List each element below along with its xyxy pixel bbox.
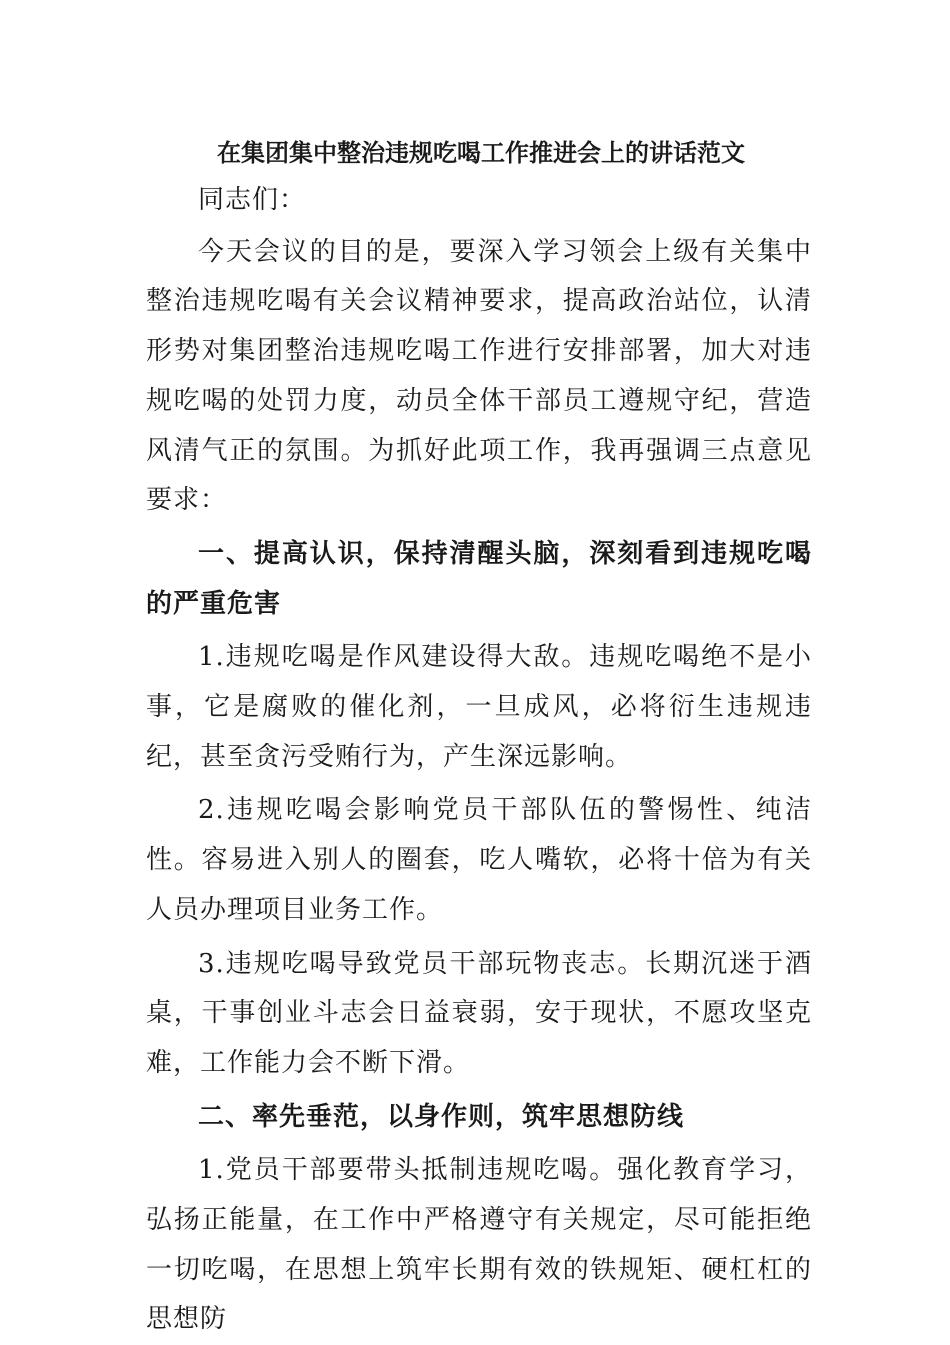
section-2-heading: 二、率先垂范，以身作则，筑牢思想防线	[198, 1101, 685, 1132]
document-title: 在集团集中整治违规吃喝工作推进会上的讲话范文	[217, 138, 745, 167]
section-1-item-3: 3.违规吃喝导致党员干部玩物丧志。长期沉迷于酒桌，干事创业斗志会日益衰弱，安于现状，不愿攻坚克难，工作能力会不断下滑。	[146, 948, 812, 1078]
intro-paragraph: 今天会议的目的是，要深入学习领会上级有关集中整治违规吃喝有关会议精神要求，提高政治站位，认清形势对集团整治违规吃喝工作进行安排部署，加大对违规吃喝的处罚力度，动员全体干部员工遵规守纪，营造风清气正的氛围。为抓好此项工作，我再强调三点意见要求：	[146, 236, 812, 516]
section-2-item-1: 1.党员干部要带头抵制违规吃喝。强化教育学习，弘扬正能量，在工作中严格遵守有关规定，尽可能拒绝一切吃喝，在思想上筑牢长期有效的铁规矩、硬杠杠的思想防	[146, 1155, 812, 1335]
section-1-heading: 一、提高认识，保持清醒头脑，深刻看到违规吃喝的严重危害	[146, 538, 812, 619]
section-1-item-2: 2.违规吃喝会影响党员干部队伍的警惕性、纯洁性。容易进入别人的圈套，吃人嘴软，必将十倍为有关人员办理项目业务工作。	[146, 795, 812, 925]
section-1-item-1: 1.违规吃喝是作风建设得大敌。违规吃喝绝不是小事，它是腐败的催化剂，一旦成风，必将衍生违规违纪，甚至贪污受贿行为，产生深远影响。	[146, 642, 812, 772]
document-page	[146, 130, 812, 1345]
greeting: 同志们：	[198, 185, 307, 215]
